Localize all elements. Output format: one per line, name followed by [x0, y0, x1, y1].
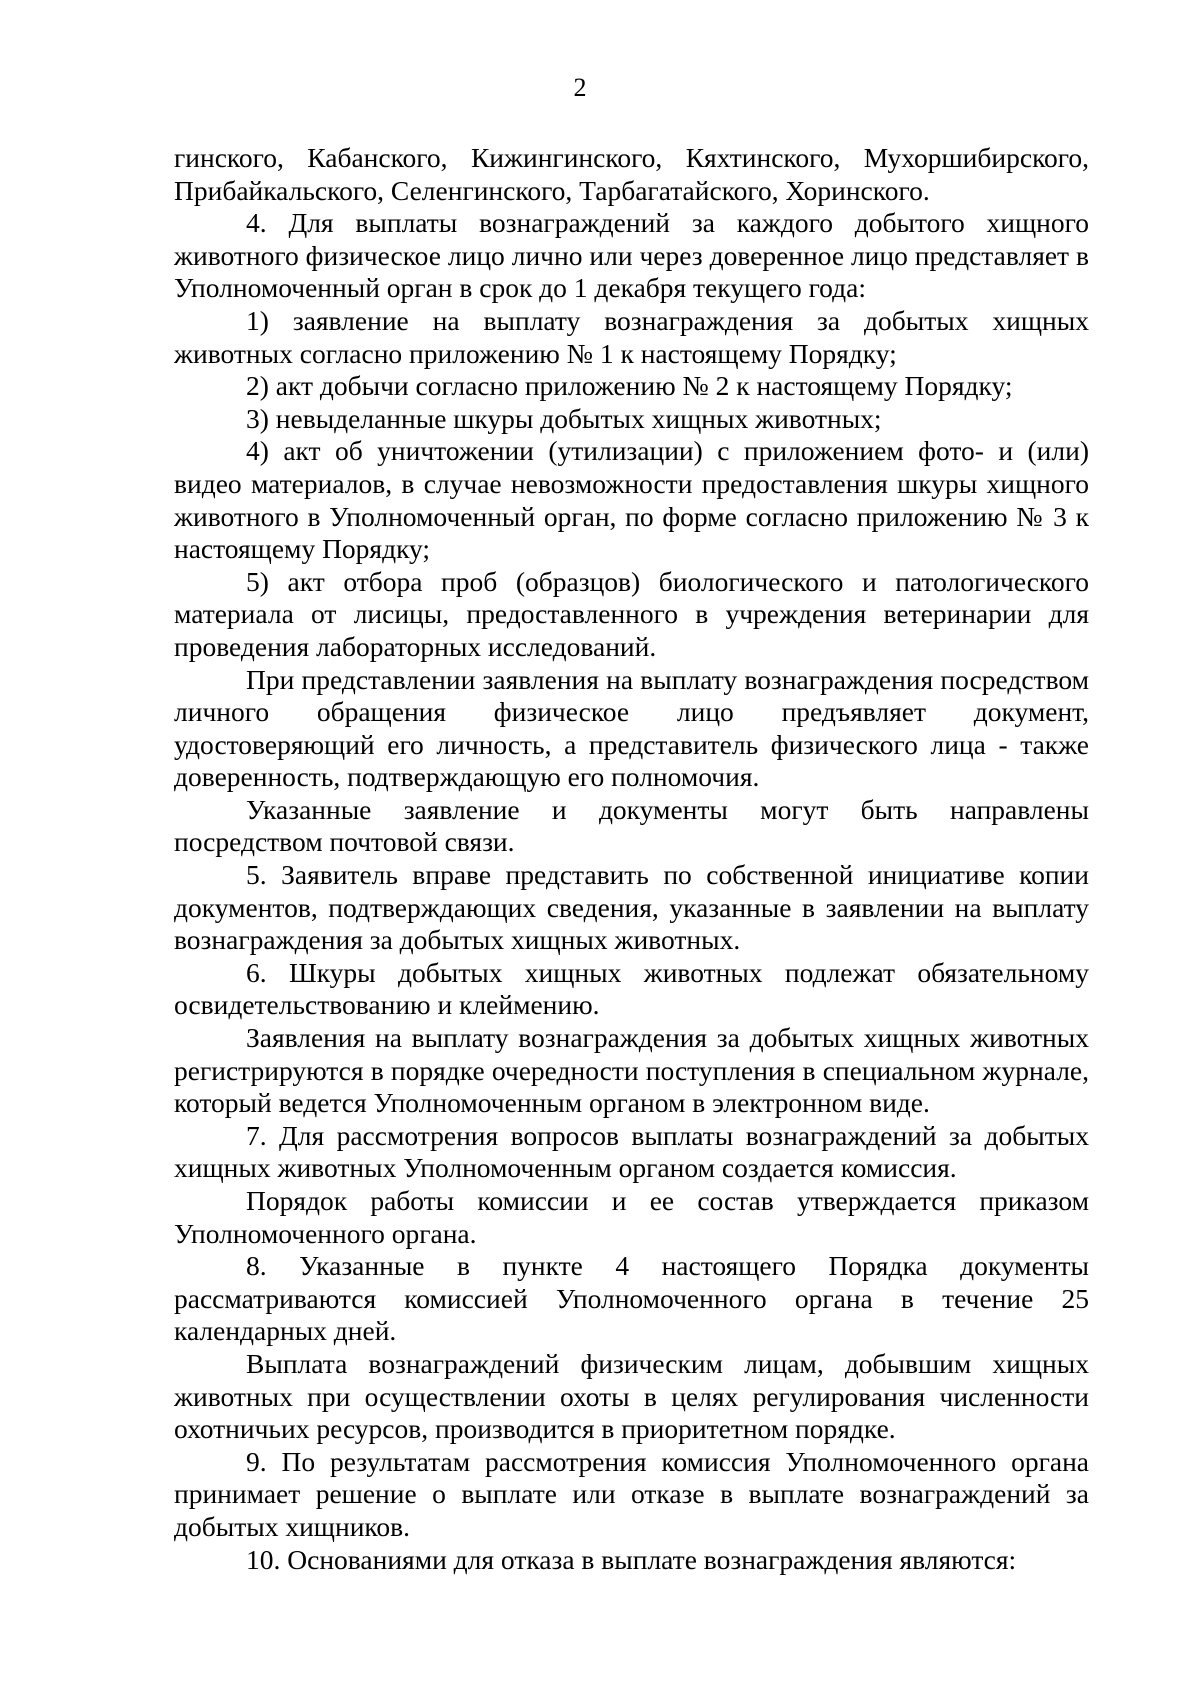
- paragraph-priority-payment: Выплата вознаграждений физическим лицам, добывшим хищных животных при осуществлении охоты в целях регулирования численности охотничьих ресурсов, производится в приоритетном порядке.: [174, 1347, 1089, 1445]
- paragraph-item-7: 7. Для рассмотрения вопросов выплаты вознаграждений за добытых хищных животных Уполномоченным органом создается комиссия.: [174, 1119, 1089, 1184]
- paragraph-subitem-3: 3) невыделанные шкуры добытых хищных животных;: [246, 402, 882, 434]
- paragraph-subitem-5: 5) акт отбора проб (образцов) биологического и патологического материала от лисицы, предоставленного в учреждения ветеринарии для проведения лабораторных исследований.: [174, 565, 1089, 662]
- paragraph-personal-submission: При представлении заявления на выплату вознаграждения посредством личного обращения физическое лицо предъявляет документ, удостоверяющий его личность, а представитель физического лица - также доверенность, подтверждающую его полномочия.: [174, 663, 1089, 793]
- paragraph-subitem-4: 4) акт об уничтожении (утилизации) с приложением фото- и (или) видео материалов, в случае невозможности предоставления шкуры хищного животного в Уполномоченный орган, по форме согласно приложению № 3 к настоящему Порядку;: [174, 435, 1089, 565]
- paragraph-continuation: гинского, Кабанского, Кижингинского, Кяхтинского, Мухоршибирского, Прибайкальского, Селенгинского, Тарбагатайского, Хоринского.: [174, 142, 1089, 206]
- paragraph-item-10: 10. Основаниями для отказа в выплате вознаграждения являются:: [246, 1543, 1017, 1575]
- paragraph-commission-order: Порядок работы комиссии и ее состав утверждается приказом Уполномоченного органа.: [174, 1185, 1089, 1249]
- paragraph-item-4: 4. Для выплаты вознаграждений за каждого добытого хищного животного физическое лицо лично или через доверенное лицо представляет в Уполномоченный орган в срок до 1 декабря текущего года:: [174, 207, 1089, 304]
- paragraph-item-6: 6. Шкуры добытых хищных животных подлежат обязательному освидетельствованию и клеймению.: [174, 956, 1089, 1021]
- paragraph-subitem-1: 1) заявление на выплату вознаграждения за добытых хищных животных согласно приложению № 1 к настоящему Порядку;: [174, 304, 1089, 369]
- paragraph-postal-submission: Указанные заявление и документы могут быть направлены посредством почтовой связи.: [174, 793, 1089, 858]
- paragraph-item-5: 5. Заявитель вправе представить по собственной инициативе копии документов, подтверждающих сведения, указанные в заявлении на выплату вознаграждения за добытых хищных животных.: [174, 859, 1089, 956]
- paragraph-item-8: 8. Указанные в пункте 4 настоящего Порядка документы рассматриваются комиссией Уполномоченного органа в течение 25 календарных дней.: [174, 1250, 1089, 1347]
- paragraph-item-9: 9. По результатам рассмотрения комиссия Уполномоченного органа принимает решение о выплате или отказе в выплате вознаграждений за добытых хищников.: [174, 1445, 1089, 1542]
- paragraph-subitem-2: 2) акт добычи согласно приложению № 2 к настоящему Порядку;: [246, 370, 1013, 402]
- document-body: [174, 142, 1089, 1576]
- paragraph-registration: Заявления на выплату вознаграждения за добытых хищных животных регистрируются в порядке очередности поступления в специальном журнале, который ведется Уполномоченным органом в электронном виде.: [174, 1022, 1089, 1119]
- page-number: 2: [573, 73, 587, 102]
